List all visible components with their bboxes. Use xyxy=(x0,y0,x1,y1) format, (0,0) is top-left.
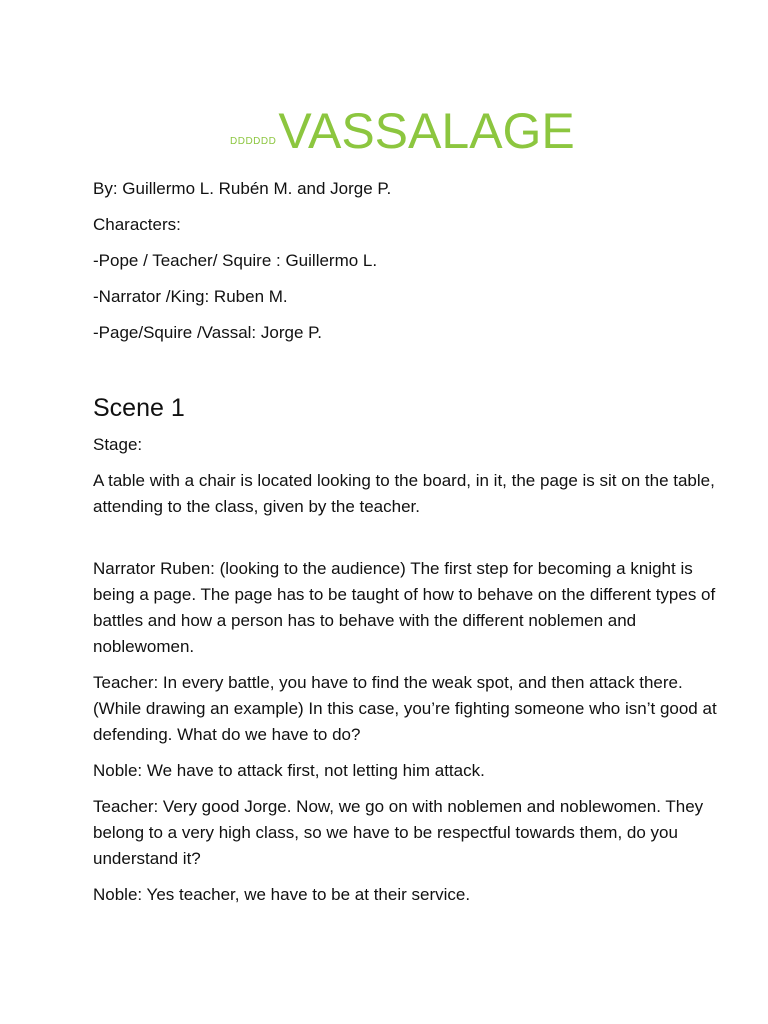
scene-heading: Scene 1 xyxy=(93,394,185,422)
stage-label: Stage: xyxy=(93,435,143,454)
dialogue-paragraph: Narrator Ruben: (looking to the audience) The first step for becoming a knight is being a page. The page has to be taught of how to behave on the different types of battles and how a person has to behave with the different noblemen and noblewomen. xyxy=(93,559,716,656)
dialogue-paragraph: Noble: Yes teacher, we have to be at their service. xyxy=(93,885,471,904)
dialogue-paragraph: Noble: We have to attack first, not letting him attack. xyxy=(93,761,485,780)
stage-text: A table with a chair is located looking to the board, in it, the page is sit on the table, attending to the class, given by the teacher. xyxy=(93,471,715,516)
document-body xyxy=(93,176,723,918)
document-title xyxy=(230,96,575,159)
dialogue-paragraph: Teacher: In every battle, you have to find the weak spot, and then attack there. (While drawing an example) In this case, you’re fighting someone who isn’t good at defending. What do we have to do? xyxy=(93,673,717,744)
dialogue-paragraph: Teacher: Very good Jorge. Now, we go on with noblemen and noblewomen. They belong to a very high class, so we have to be respectful towards them, do you understand it? xyxy=(93,797,704,868)
character-line: -Page/Squire /Vassal: Jorge P. xyxy=(93,323,323,342)
characters-label: Characters: xyxy=(93,215,181,234)
byline: By: Guillermo L. Rubén M. and Jorge P. xyxy=(93,179,392,198)
title-text: VASSALAGE xyxy=(278,103,575,159)
character-line: -Narrator /King: Ruben M. xyxy=(93,287,288,306)
character-line: -Pope / Teacher/ Squire : Guillermo L. xyxy=(93,251,378,270)
title-prefix: DDDDDD xyxy=(230,136,277,147)
